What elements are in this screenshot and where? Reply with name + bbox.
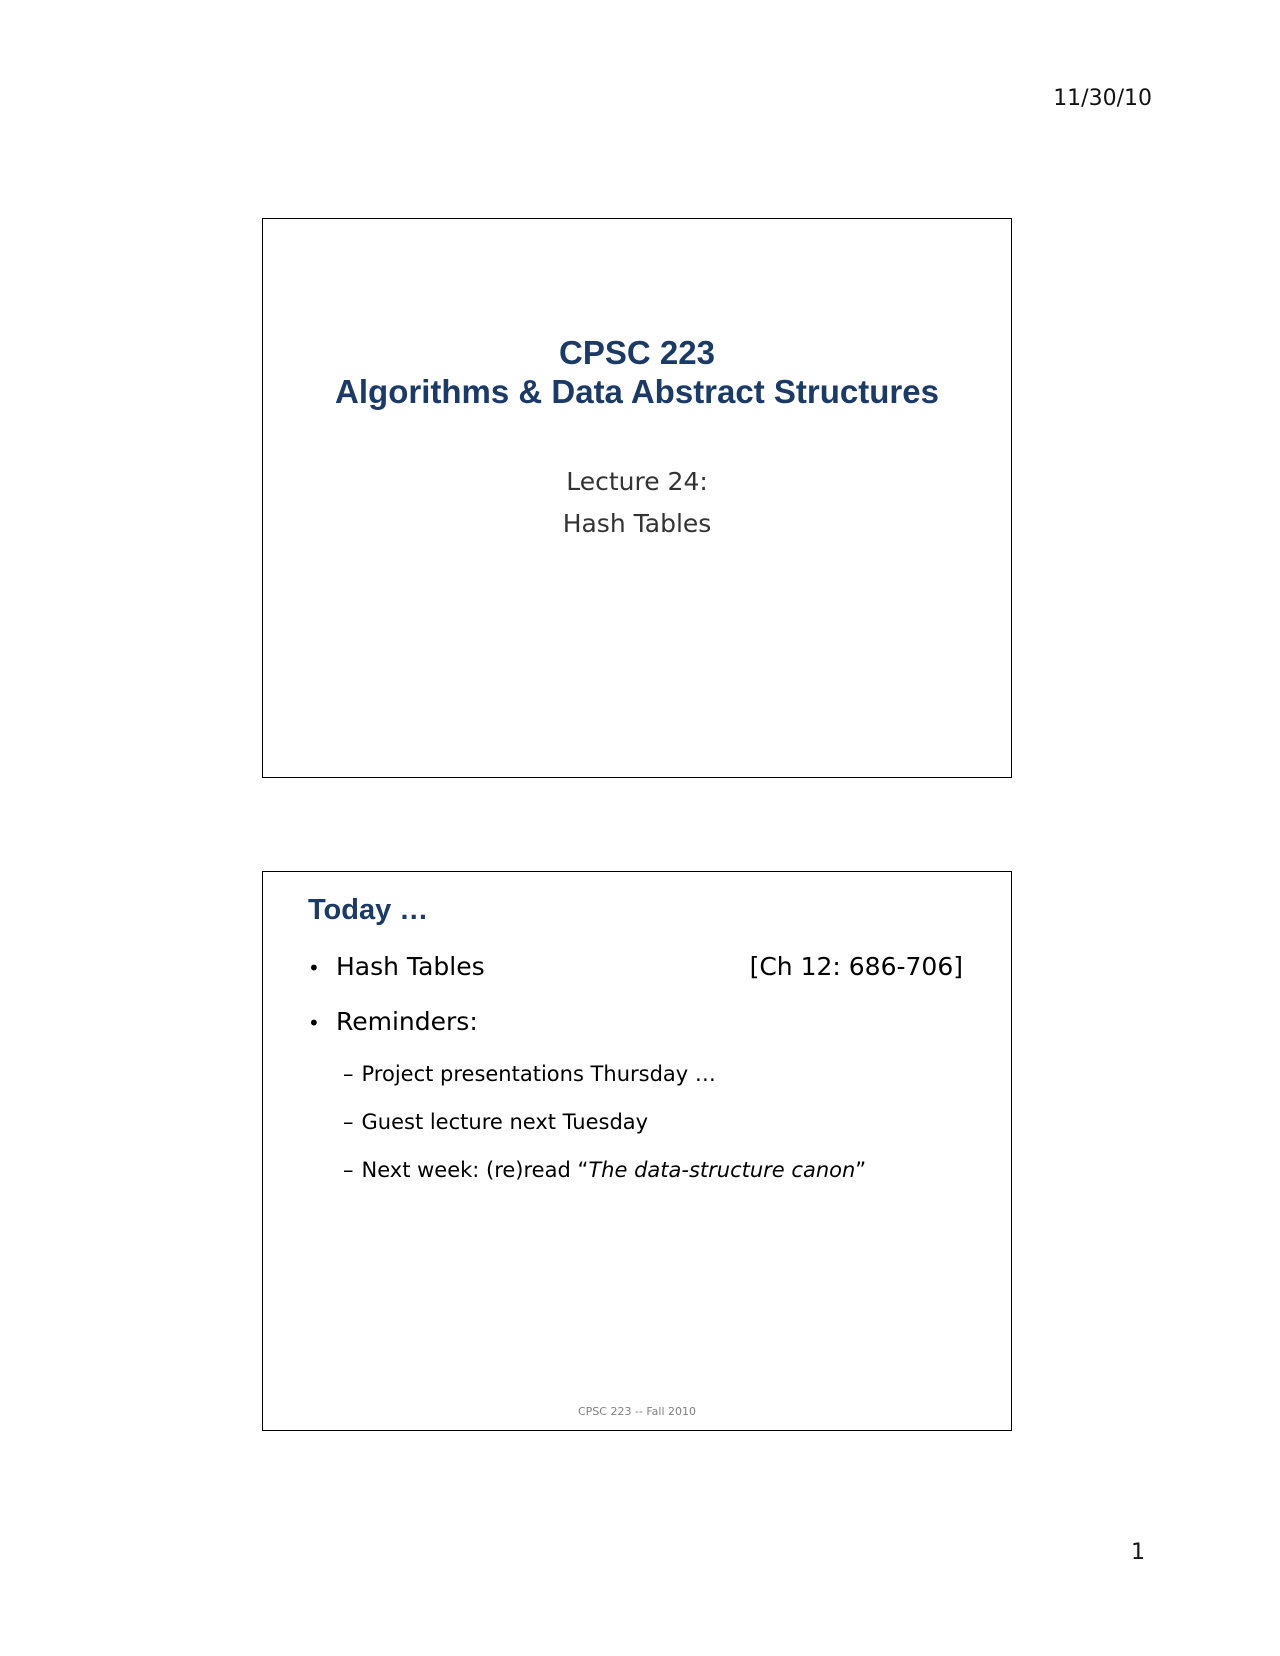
bullet-text: Reminders: <box>336 1007 478 1036</box>
bullet-item <box>308 1007 963 1036</box>
reading-title: The data-structure canon <box>588 1158 856 1182</box>
lecture-info <box>263 461 1011 545</box>
page-number: 1 <box>1131 1540 1145 1565</box>
sub-bullet-item <box>343 1110 648 1134</box>
page-date: 11/30/10 <box>1053 86 1152 111</box>
course-code: CPSC 223 <box>559 334 715 371</box>
sub-bullet-marker: – <box>343 1158 354 1182</box>
bullet-marker: • <box>308 1011 320 1035</box>
sub-bullet-text: Project presentations Thursday … <box>361 1062 716 1086</box>
chapter-reference: [Ch 12: 686-706] <box>749 952 963 981</box>
sub-bullet-marker: – <box>343 1062 354 1086</box>
agenda-slide <box>262 871 1012 1431</box>
sub-bullet-item <box>343 1062 716 1086</box>
lecture-topic: Hash Tables <box>562 509 712 538</box>
slide-footer: CPSC 223 -- Fall 2010 <box>577 1405 697 1418</box>
sub-bullet-text: Guest lecture next Tuesday <box>361 1110 649 1134</box>
title-slide <box>262 218 1012 778</box>
course-title <box>263 333 1011 411</box>
lecture-number: Lecture 24: <box>566 467 708 496</box>
sub-bullet-marker: – <box>343 1110 354 1134</box>
course-name: Algorithms & Data Abstract Structures <box>335 373 939 410</box>
sub-bullet-prefix: Next week: (re)read “ <box>361 1158 589 1182</box>
bullet-item <box>308 952 963 981</box>
slide-heading: Today … <box>308 894 429 926</box>
bullet-text: Hash Tables <box>336 952 485 981</box>
sub-bullet-item <box>343 1158 866 1182</box>
sub-bullet-suffix: ” <box>855 1158 867 1182</box>
bullet-marker: • <box>308 956 320 980</box>
